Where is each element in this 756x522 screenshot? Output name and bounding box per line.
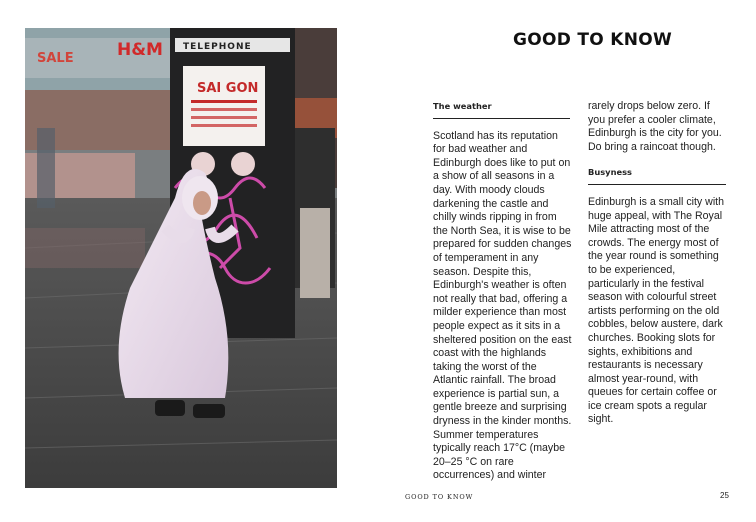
sale-sign: SALE xyxy=(37,51,74,66)
weather-heading: The weather xyxy=(433,100,570,119)
weather-column xyxy=(433,100,573,483)
running-footer: GOOD TO KNOW xyxy=(405,493,474,501)
poster-title: SAI GON xyxy=(197,81,259,96)
busyness-heading: Busyness xyxy=(588,166,726,185)
busyness-body: Edinburgh is a small city with huge appeal, with The Royal Mile attracting most of the crowds. The energy most of the year round is something to be experienced, particularly in the festival season with colourful street artists performing on the old cobbles, below austere, dark churches. Booking slots for sights, exhibitions and restaurants is necessary almost year-round, with queues for certain coffee or ice cream spots a regular sight. xyxy=(588,195,725,426)
right-column xyxy=(588,100,728,427)
street-photo xyxy=(25,28,337,488)
weather-body-continued: rarely drops below zero. If you prefer a cooler climate, Edinburgh is the city for you. Do bring a raincoat though. xyxy=(588,100,722,153)
telephone-sign: TELEPHONE xyxy=(183,42,252,52)
page-title: GOOD TO KNOW xyxy=(513,30,673,50)
weather-body: Scotland has its reputation for bad weather and Edinburgh does like to put on a show of all seasons in a day. With moody clouds darkening the castle and chilly winds ripping in from the North Sea, it is wise to be prepared for sudden changes of temperament in any season. Despite this, Edinburgh's weather is often not really that bad, offering a milder experience than most people expect as it sits in a sheltered position on the east coast with the highlands taking the worst of the Atlantic rainfall. The broad experience is partial sun, a gentle breeze and surprising dryness in the kinder months. Summer temperatures typically reach 17°C (maybe 20–25 °C on rare occurrences) and winter xyxy=(433,129,572,482)
page-number: 25 xyxy=(720,491,729,500)
hm-sign: H&M xyxy=(117,40,163,60)
